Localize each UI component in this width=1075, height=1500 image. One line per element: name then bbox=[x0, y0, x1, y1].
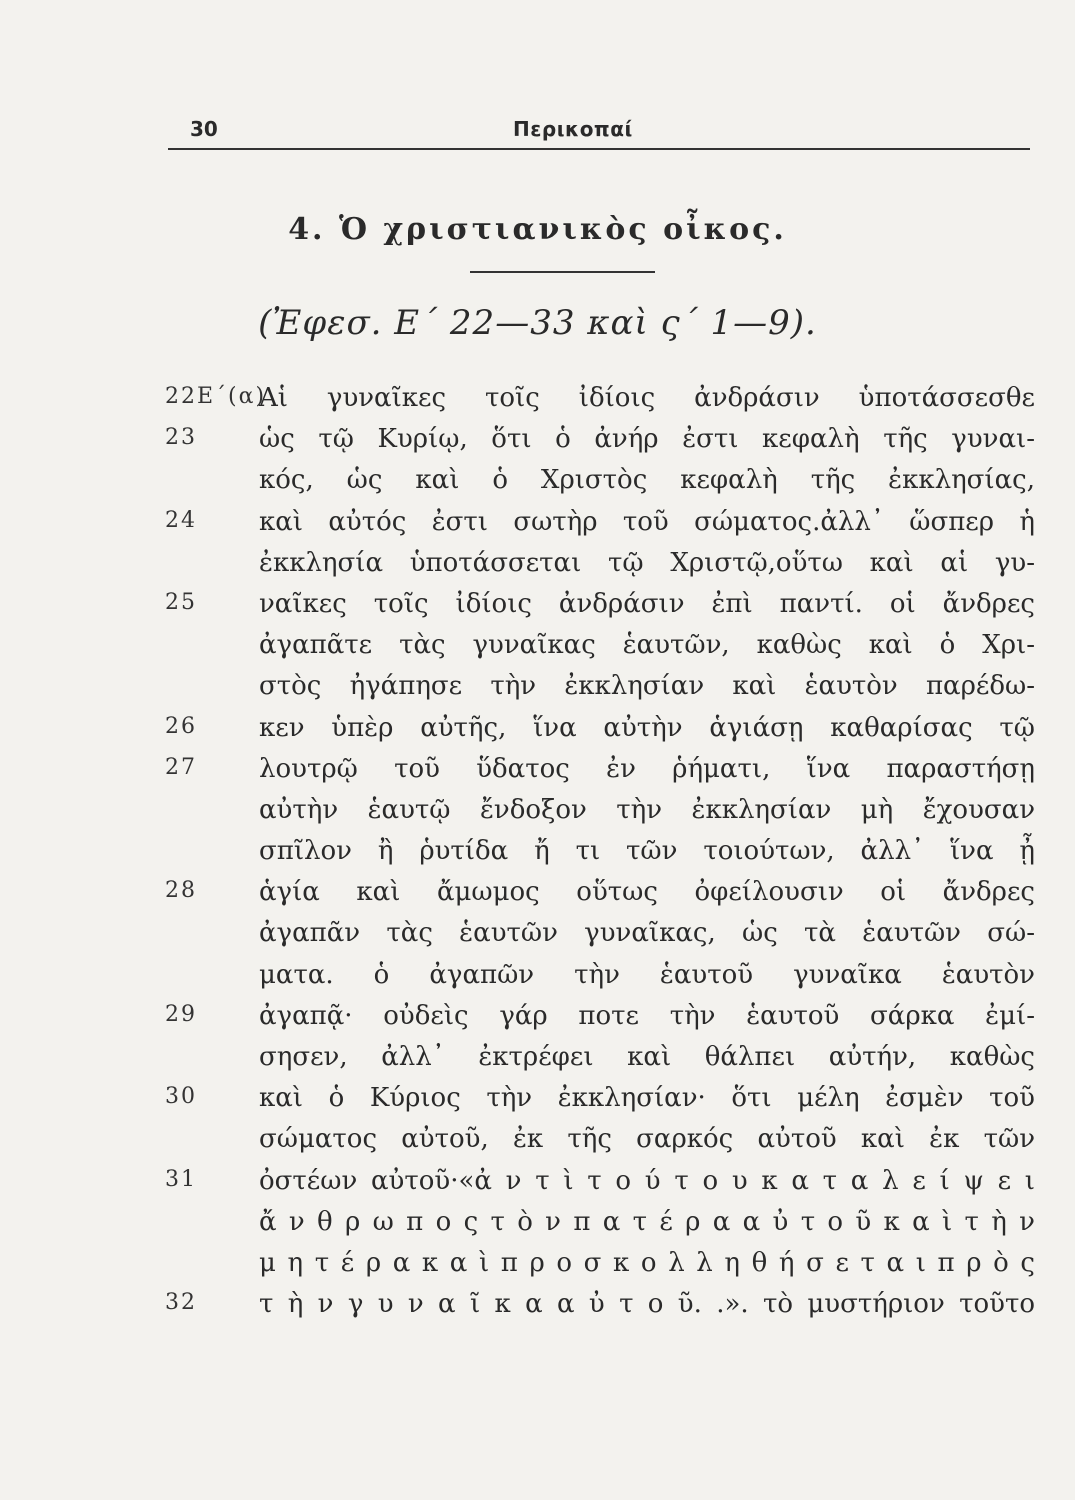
line-text: ἀγαπᾶτε τὰς γυναῖκας ἑαυτῶν, καθὼς καὶ ὁ Χρι- bbox=[259, 630, 1035, 661]
text-line bbox=[165, 460, 1035, 501]
line-text: ἄ ν θ ρ ω π ο ς τ ὸ ν π α τ έ ρ α α ὐ τ ο ῦ κ α ὶ τ ὴ ν bbox=[259, 1206, 1035, 1237]
text-line bbox=[165, 872, 1035, 913]
line-text: ἀγαπᾷ· οὐδεὶς γάρ ποτε τὴν ἑαυτοῦ σάρκα ἐμί- bbox=[259, 1000, 1035, 1031]
page-header bbox=[168, 117, 1030, 153]
line-text: καὶ αὐτός ἐστι σωτὴρ τοῦ σώματος.ἀλλ᾿ ὥσπερ ἡ bbox=[259, 506, 1035, 537]
title-rule bbox=[470, 271, 655, 273]
line-text: ἀγαπᾶν τὰς ἑαυτῶν γυναῖκας, ὡς τὰ ἑαυτῶν σώ- bbox=[259, 918, 1035, 949]
text-line bbox=[165, 1284, 1035, 1325]
line-text: ματα. ὁ ἀγαπῶν τὴν ἑαυτοῦ γυναῖκα ἑαυτὸν bbox=[259, 959, 1035, 990]
text-line bbox=[165, 666, 1035, 707]
scripture-reference: (Ἐφεσ. Ε΄ 22—33 καὶ ς΄ 1—9). bbox=[258, 303, 817, 343]
text-line bbox=[165, 543, 1035, 584]
verse-number: 22Ε΄(α) bbox=[165, 384, 267, 409]
verse-number: 27 bbox=[165, 754, 197, 780]
line-text: τ ὴ ν γ υ ν α ῖ κ α α ὐ τ ο ῦ. .». τὸ μυστήριον τοῦτο bbox=[259, 1289, 1035, 1320]
line-text: ναῖκες τοῖς ἰδίοις ἀνδράσιν ἐπὶ παντί. οἱ ἄνδρες bbox=[259, 588, 1035, 619]
header-rule bbox=[168, 148, 1030, 150]
text-line bbox=[165, 1161, 1035, 1202]
line-text: ὀστέων αὐτοῦ·«ἀ ν τ ὶ τ ο ύ τ ο υ κ α τ α λ ε ί ψ ε ι bbox=[259, 1165, 1035, 1196]
verse-number: 26 bbox=[165, 713, 197, 739]
text-line bbox=[165, 1119, 1035, 1160]
line-text: σησεν, ἀλλ᾿ ἐκτρέφει καὶ θάλπει αὐτήν, καθὼς bbox=[259, 1042, 1035, 1072]
verse-number: 29 bbox=[165, 1001, 197, 1027]
text-line bbox=[165, 831, 1035, 872]
line-text: στὸς ἠγάπησε τὴν ἐκκλησίαν καὶ ἑαυτὸν παρέδω- bbox=[259, 671, 1035, 702]
line-text: κός, ὡς καὶ ὁ Χριστὸς κεφαλὴ τῆς ἐκκλησίας, bbox=[259, 465, 1035, 496]
verse-number: 24 bbox=[165, 507, 197, 533]
verse-number: 23 bbox=[165, 425, 197, 451]
verse-number: 31 bbox=[165, 1166, 197, 1192]
text-line bbox=[165, 749, 1035, 790]
page-number: 30 bbox=[190, 117, 218, 141]
verse-block bbox=[165, 378, 1035, 1325]
line-text: ἐκκλησία ὑποτάσσεται τῷ Χριστῷ,οὕτω καὶ αἱ γυ- bbox=[259, 547, 1035, 578]
text-line bbox=[165, 955, 1035, 996]
text-line bbox=[165, 708, 1035, 749]
line-text: αὐτὴν ἑαυτῷ ἔνδοξον τὴν ἐκκλησίαν μὴ ἔχουσαν bbox=[259, 794, 1035, 825]
text-line bbox=[165, 1202, 1035, 1243]
verse-number: 30 bbox=[165, 1084, 197, 1110]
line-text: λουτρῷ τοῦ ὕδατος ἐν ῥήματι, ἵνα παραστήσῃ bbox=[259, 753, 1035, 784]
line-text: ἁγία καὶ ἄμωμος οὕτως ὀφείλουσιν οἱ ἄνδρες bbox=[259, 877, 1035, 908]
line-text: Αἱ γυναῖκες τοῖς ἰδίοις ἀνδράσιν ὑποτάσσεσθε bbox=[259, 383, 1035, 413]
verse-number: 32 bbox=[165, 1290, 197, 1316]
text-line bbox=[165, 419, 1035, 460]
text-line bbox=[165, 1243, 1035, 1284]
text-line bbox=[165, 790, 1035, 831]
running-title: Περικοπαί bbox=[513, 117, 633, 141]
verse-number: 28 bbox=[165, 878, 197, 904]
line-text: σώματος αὐτοῦ, ἐκ τῆς σαρκός αὐτοῦ καὶ ἐκ τῶν bbox=[259, 1124, 1035, 1155]
line-text: σπῖλον ἢ ῥυτίδα ἤ τι τῶν τοιούτων, ἀλλ᾿ ἵνα ᾖ bbox=[259, 836, 1035, 867]
text-line bbox=[165, 378, 1035, 419]
section-title: 4. Ὁ χριστιανικὸς οἶκος. bbox=[288, 212, 787, 247]
verse-number: 25 bbox=[165, 589, 197, 615]
line-text: κεν ὑπὲρ αὐτῆς, ἵνα αὐτὴν ἁγιάσῃ καθαρίσας τῷ bbox=[259, 712, 1035, 743]
text-line bbox=[165, 1037, 1035, 1078]
line-text: καὶ ὁ Κύριος τὴν ἐκκλησίαν· ὅτι μέλη ἐσμὲν τοῦ bbox=[259, 1083, 1035, 1114]
text-line bbox=[165, 996, 1035, 1037]
text-line bbox=[165, 1078, 1035, 1119]
line-text: μ η τ έ ρ α κ α ὶ π ρ ο σ κ ο λ λ η θ ή σ ε τ α ι π ρ ὸ ς bbox=[259, 1247, 1035, 1278]
text-line bbox=[165, 584, 1035, 625]
text-line bbox=[165, 502, 1035, 543]
text-line bbox=[165, 913, 1035, 954]
text-line bbox=[165, 625, 1035, 666]
line-text: ὡς τῷ Κυρίῳ, ὅτι ὁ ἀνήρ ἐστι κεφαλὴ τῆς γυναι- bbox=[259, 424, 1035, 455]
